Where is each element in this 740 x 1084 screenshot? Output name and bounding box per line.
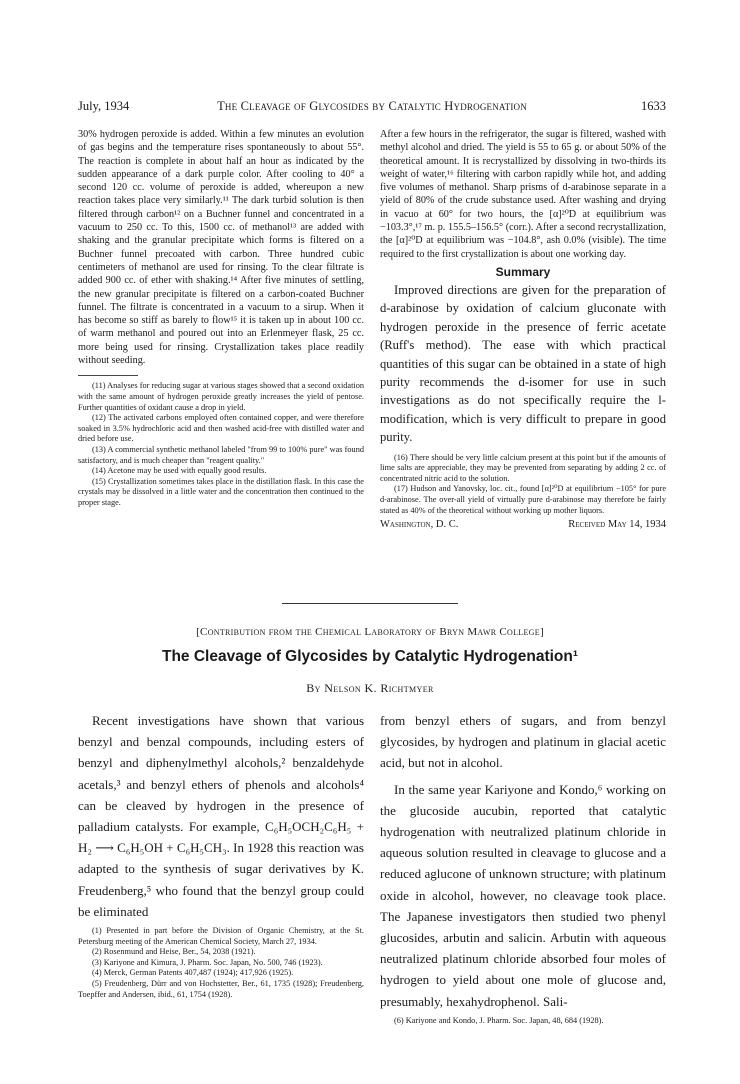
footnote-5: (5) Freudenberg, Dürr and von Hochstetter, Ber., 61, 1735 (1928); Freudenberg, Toepffer and Andersen, ibid., 61, 1754 (1928). <box>78 979 364 999</box>
running-header <box>78 99 666 115</box>
footnote-15: (15) Crystallization sometimes takes place in the distillation flask. In this case the crystals may be dissolved in a little water and the concentration then continued to the proper stage. <box>78 476 364 507</box>
body-paragraph: In the same year Kariyone and Kondo,⁶ working on the glucoside aucubin, reported that catalytic hydrogenation with neutralized platinum chloride in aqueous solution resulted in cleavage to glucose and a reduced aglucone of unknown structure; with platinum oxide in alcohol, however, no cleavage took place. The Japanese investigators then studied two phenyl glucosides, arbutin and salicin. Arbutin with aqueous neutralized platinum chloride absorbed four moles of hydrogen to yield about one mole of glucose and, presumably, hexahydrophenol. Sali- <box>380 781 666 1009</box>
header-date: July, 1934 <box>78 99 130 113</box>
footnote-6: (6) Kariyone and Kondo, J. Pharm. Soc. Japan, 48, 684 (1928). <box>394 1015 604 1025</box>
section-divider <box>282 603 458 604</box>
body-paragraph: After a few hours in the refrigerator, the sugar is filtered, washed with methyl alcohol and dried. The yield is 55 to 65 g. or about 50% of the theoretical amount. It is recrystallized by dissolving in two-thirds its weight of water,¹⁶ filtering with carbon rapidly while hot, and adding five volumes of methanol. Sharp prisms of d-arabinose separate in a yield of 80% of the crude substance used. After washing and drying in vacuo at 60° for two hours, the [α]²⁰D at equilibrium was −103.3°,¹⁷ m. p. 155.5–156.5° (corr.). After a second recrystallization, the [α]²⁰D at equilibrium was −104.8°, ash 0.0% (visible). The time required to the first crystallization is about one working day. <box>380 129 666 260</box>
author-line: By Nelson K. Richtmyer <box>306 681 434 695</box>
body-paragraph: Recent investigations have shown that various benzyl and benzal compounds, including esters of benzyl and diphenylmethyl alcohols,² benzaldehyde acetals,³ and benzyl ethers of phenols and alcohols⁴ can be cleaved by hydrogen in the presence of palladium catalysts. For example, C₆H₅OCH₂C₆H₅ + H₂ ⟶ C₆H₅OH + C₆H₅CH₃. In 1928 this reaction was adapted to the synthesis of sugar derivatives by K. Freudenberg,⁵ who found that the benzyl group could be eliminated <box>78 713 364 919</box>
footnote-4: (4) Merck, German Patents 407,487 (1924); 417,926 (1925). <box>92 968 294 978</box>
footnote-13: (13) A commercial synthetic methanol labeled "from 99 to 100% pure" was found satisfactory, and is much cheaper than "reagent quality." <box>78 444 364 465</box>
footnote-divider <box>78 375 138 376</box>
header-running-title: The Cleavage of Glycosides by Catalytic Hydrogenation <box>217 99 527 113</box>
body-paragraph: 30% hydrogen peroxide is added. Within a few minutes an evolution of gas begins and the temperature rises spontaneously to about 55°. The reaction is complete in about half an hour as indicated by the sudden appearance of a dark purple color. After cooling to 40° a second 120 cc. volume of peroxide is added, whereupon a new reaction takes place very similarly.¹¹ The dark turbid solution is then filtered through carbon¹² on a Buchner funnel and concentrated in a vacuum to 250 cc. To this, 1500 cc. of methanol¹³ are added with shaking and the granular precipitate which forms is filtered on a Buchner funnel precoated with carbon. Three hundred cubic centimeters of methanol are used for rinsing. To the clear filtrate is added 900 cc. of ether with shaking.¹⁴ After five minutes of settling, the new granular precipitate is filtered on a carbon-coated Buchner funnel. The filtrate is concentrated in a vacuum to a sirup. When it has become so stiff as barely to flow¹⁵ it is taken up in about 100 cc. of warm methanol and poured out into an Erlenmeyer flask, 25 cc. more being used for rinsing. Crystallization takes place readily without seeding. <box>78 129 364 367</box>
location: Washington, D. C. <box>380 519 459 531</box>
footnote-3: (3) Kariyone and Kimura, J. Pharm. Soc. Japan, No. 500, 746 (1923). <box>92 957 323 967</box>
footnote-1: (1) Presented in part before the Division of Organic Chemistry, at the St. Petersburg meeting of the American Chemical Society, March 27, 1934. <box>78 926 364 946</box>
bottom-left-column <box>78 710 364 1000</box>
footnote-2: (2) Rosenmund and Heise, Ber., 54, 2038 (1921). <box>92 947 256 957</box>
footnote-12: (12) The activated carbons employed often contained copper, and were therefore soaked in 3.5% hydrochloric acid and then washed acid-free with distilled water and dried before use. <box>78 413 364 444</box>
summary-heading: Summary <box>495 264 551 279</box>
article-title: The Cleavage of Glycosides by Catalytic Hydrogenation¹ <box>161 648 579 665</box>
received-date: Received May 14, 1934 <box>568 519 666 531</box>
body-paragraph: from benzyl ethers of sugars, and from benzyl glycosides, by hydrogen and platinum in glacial acetic acid, but not in alcohol. <box>380 713 666 771</box>
footnote-17: (17) Hudson and Yanovsky, loc. cit., found [α]²⁰D at equilibrium −105° for pure d-arabinose. The over-all yield of virtually pure d-arabinose may therefore be fairly stated as 40% of the theoretical without working up mother liquors. <box>380 484 666 515</box>
footnote-16: (16) There should be very little calcium present at this point but if the amounts of lime salts are appreciable, they may be prevented from separating by adding 2 cc. of concentrated nitric acid to the solution. <box>380 452 666 483</box>
top-right-column <box>380 128 666 533</box>
top-left-column <box>78 128 364 508</box>
footnote-11: (11) Analyses for reducing sugar at various stages showed that a second oxidation with the same amount of hydrogen peroxide greatly increases the yield of pentose. Further quantities of oxidant cause a drop in yield. <box>78 381 364 412</box>
signature-line <box>380 519 666 533</box>
footnote-14: (14) Acetone may be used with equally good results. <box>92 466 267 476</box>
contribution-line: [Contribution from the Chemical Laboratory of Bryn Mawr College] <box>196 626 544 638</box>
summary-paragraph: Improved directions are given for the preparation of d-arabinose by oxidation of calcium gluconate with hydrogen peroxide in the presence of ferric acetate (Ruff's method). The ease with which practical quantities of this sugar can be obtained in a state of high purity recommends the d-isomer for use in such investigations as do not specifically require the l-modification, which is very difficult to prepare in good purity. <box>380 282 666 445</box>
page-number: 1633 <box>641 99 666 113</box>
bottom-right-column <box>380 710 666 1026</box>
